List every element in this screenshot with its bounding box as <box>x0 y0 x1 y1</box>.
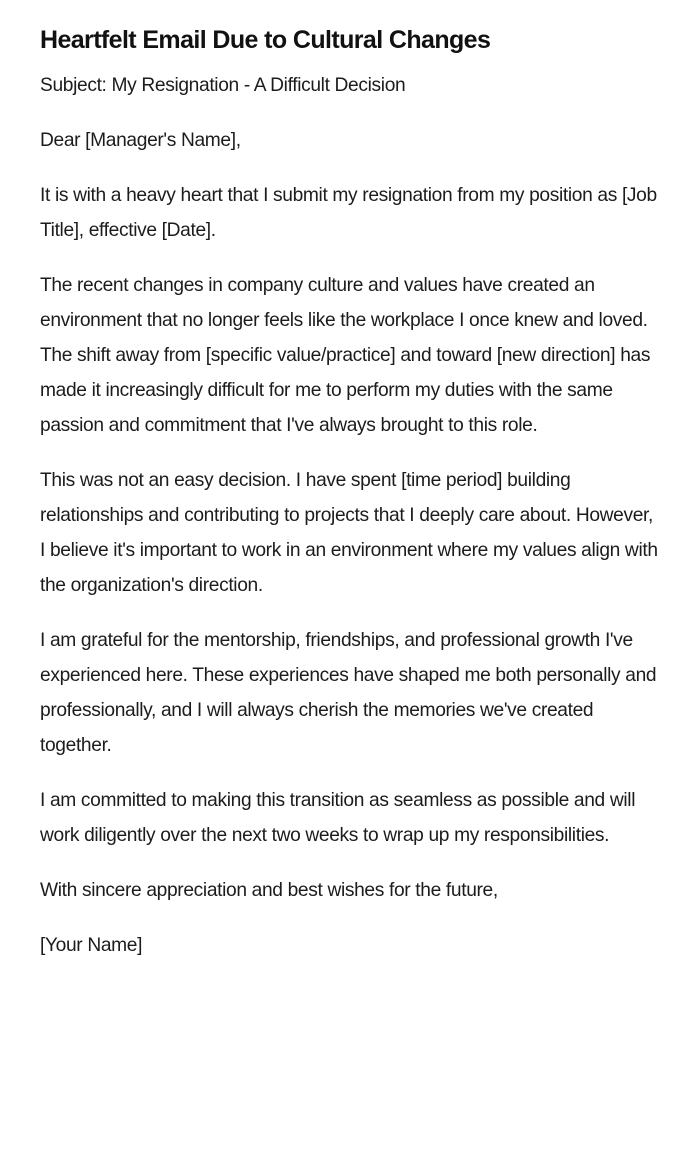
body-paragraph-intro: It is with a heavy heart that I submit my resignation from my position as [Job Title], effective [Date]. <box>40 185 657 241</box>
email-greeting: Dear [Manager's Name], <box>40 130 241 151</box>
body-paragraph-transition: I am committed to making this transition as seamless as possible and will work diligently over the next two weeks to wrap up my responsibilities. <box>40 790 636 846</box>
page-title: Heartfelt Email Due to Cultural Changes <box>40 26 491 54</box>
email-closing: With sincere appreciation and best wishes for the future, <box>40 880 498 901</box>
body-paragraph-decision: This was not an easy decision. I have spent [time period] building relationships and contributing to projects that I deeply care about. However, I believe it's important to work in an environment where my values align with the organization's direction. <box>40 470 658 596</box>
body-paragraph-gratitude: I am grateful for the mentorship, friendships, and professional growth I've experienced here. These experiences have shaped me both personally and professionally, and I will always cherish the memories we've created together. <box>40 630 657 756</box>
body-paragraph-culture: The recent changes in company culture and values have created an environment that no longer feels like the workplace I once knew and loved. The shift away from [specific value/practice] and toward [new direction] has made it increasingly difficult for me to perform my duties with the same passion and commitment that I've always brought to this role. <box>40 275 651 436</box>
email-subject: Subject: My Resignation - A Difficult Decision <box>40 75 406 96</box>
email-signature: [Your Name] <box>40 935 143 956</box>
